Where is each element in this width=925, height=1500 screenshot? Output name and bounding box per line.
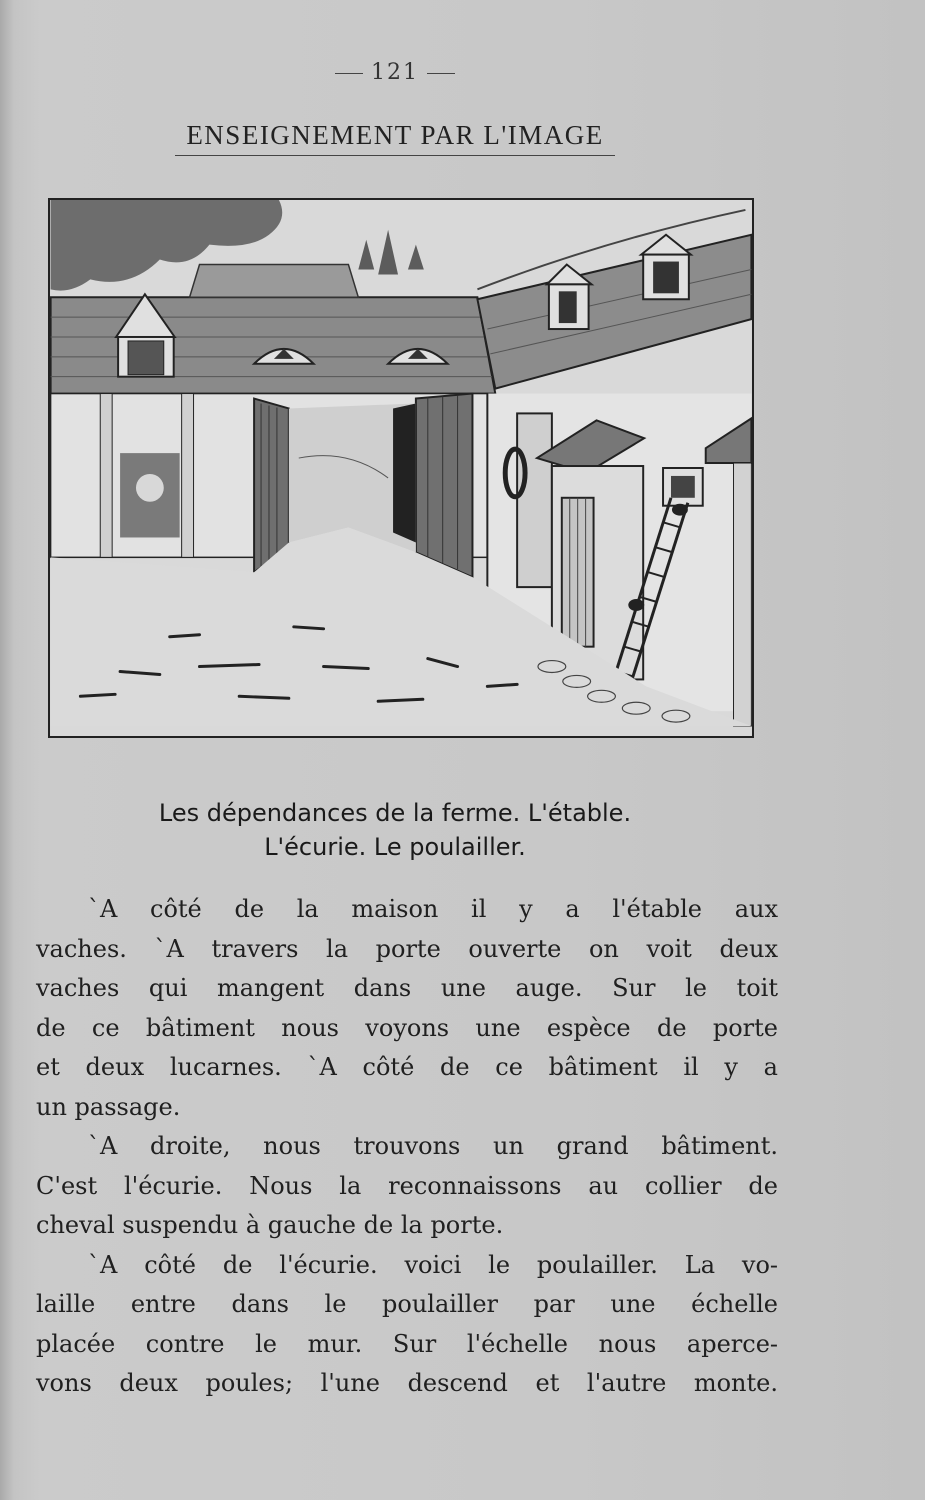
text-line: vaches. `A travers la porte ouverte on voit deux	[36, 934, 778, 963]
page-number: 121	[0, 60, 790, 85]
caption-line-2: L'écurie. Le poulailler.	[264, 833, 526, 861]
text-line: un passage.	[36, 1092, 181, 1121]
text-line: `A côté de l'écurie. voici le poulailler. La vo-	[88, 1250, 778, 1279]
text-line: `A côté de la maison il y a l'étable aux	[88, 895, 778, 923]
text-line: C'est l'écurie. Nous la reconnaissons au collier de	[36, 1171, 778, 1200]
text-line: placée contre le mur. Sur l'échelle nous aperce-	[36, 1329, 778, 1358]
text-line: de ce bâtiment nous voyons une espèce de porte	[36, 1013, 778, 1042]
text-line: laille entre dans le poulailler par une échelle	[36, 1290, 778, 1318]
body-text	[36, 890, 778, 1404]
farmyard-illustration	[48, 198, 754, 738]
illustration-caption	[80, 796, 710, 864]
text-line: et deux lucarnes. `A côté de ce bâtiment il y a	[36, 1053, 778, 1081]
text-line: vons deux poules; l'une descend et l'autre monte.	[36, 1369, 778, 1397]
caption-line-1: Les dépendances de la ferme. L'étable.	[158, 799, 632, 827]
text-line: `A droite, nous trouvons un grand bâtiment.	[88, 1132, 778, 1160]
text-line: cheval suspendu à gauche de la porte.	[36, 1211, 504, 1239]
farmyard-engraving-icon	[50, 200, 752, 736]
text-line: vaches qui mangent dans une auge. Sur le toit	[36, 974, 778, 1002]
running-head: ENSEIGNEMENT PAR L'IMAGE	[175, 120, 615, 156]
